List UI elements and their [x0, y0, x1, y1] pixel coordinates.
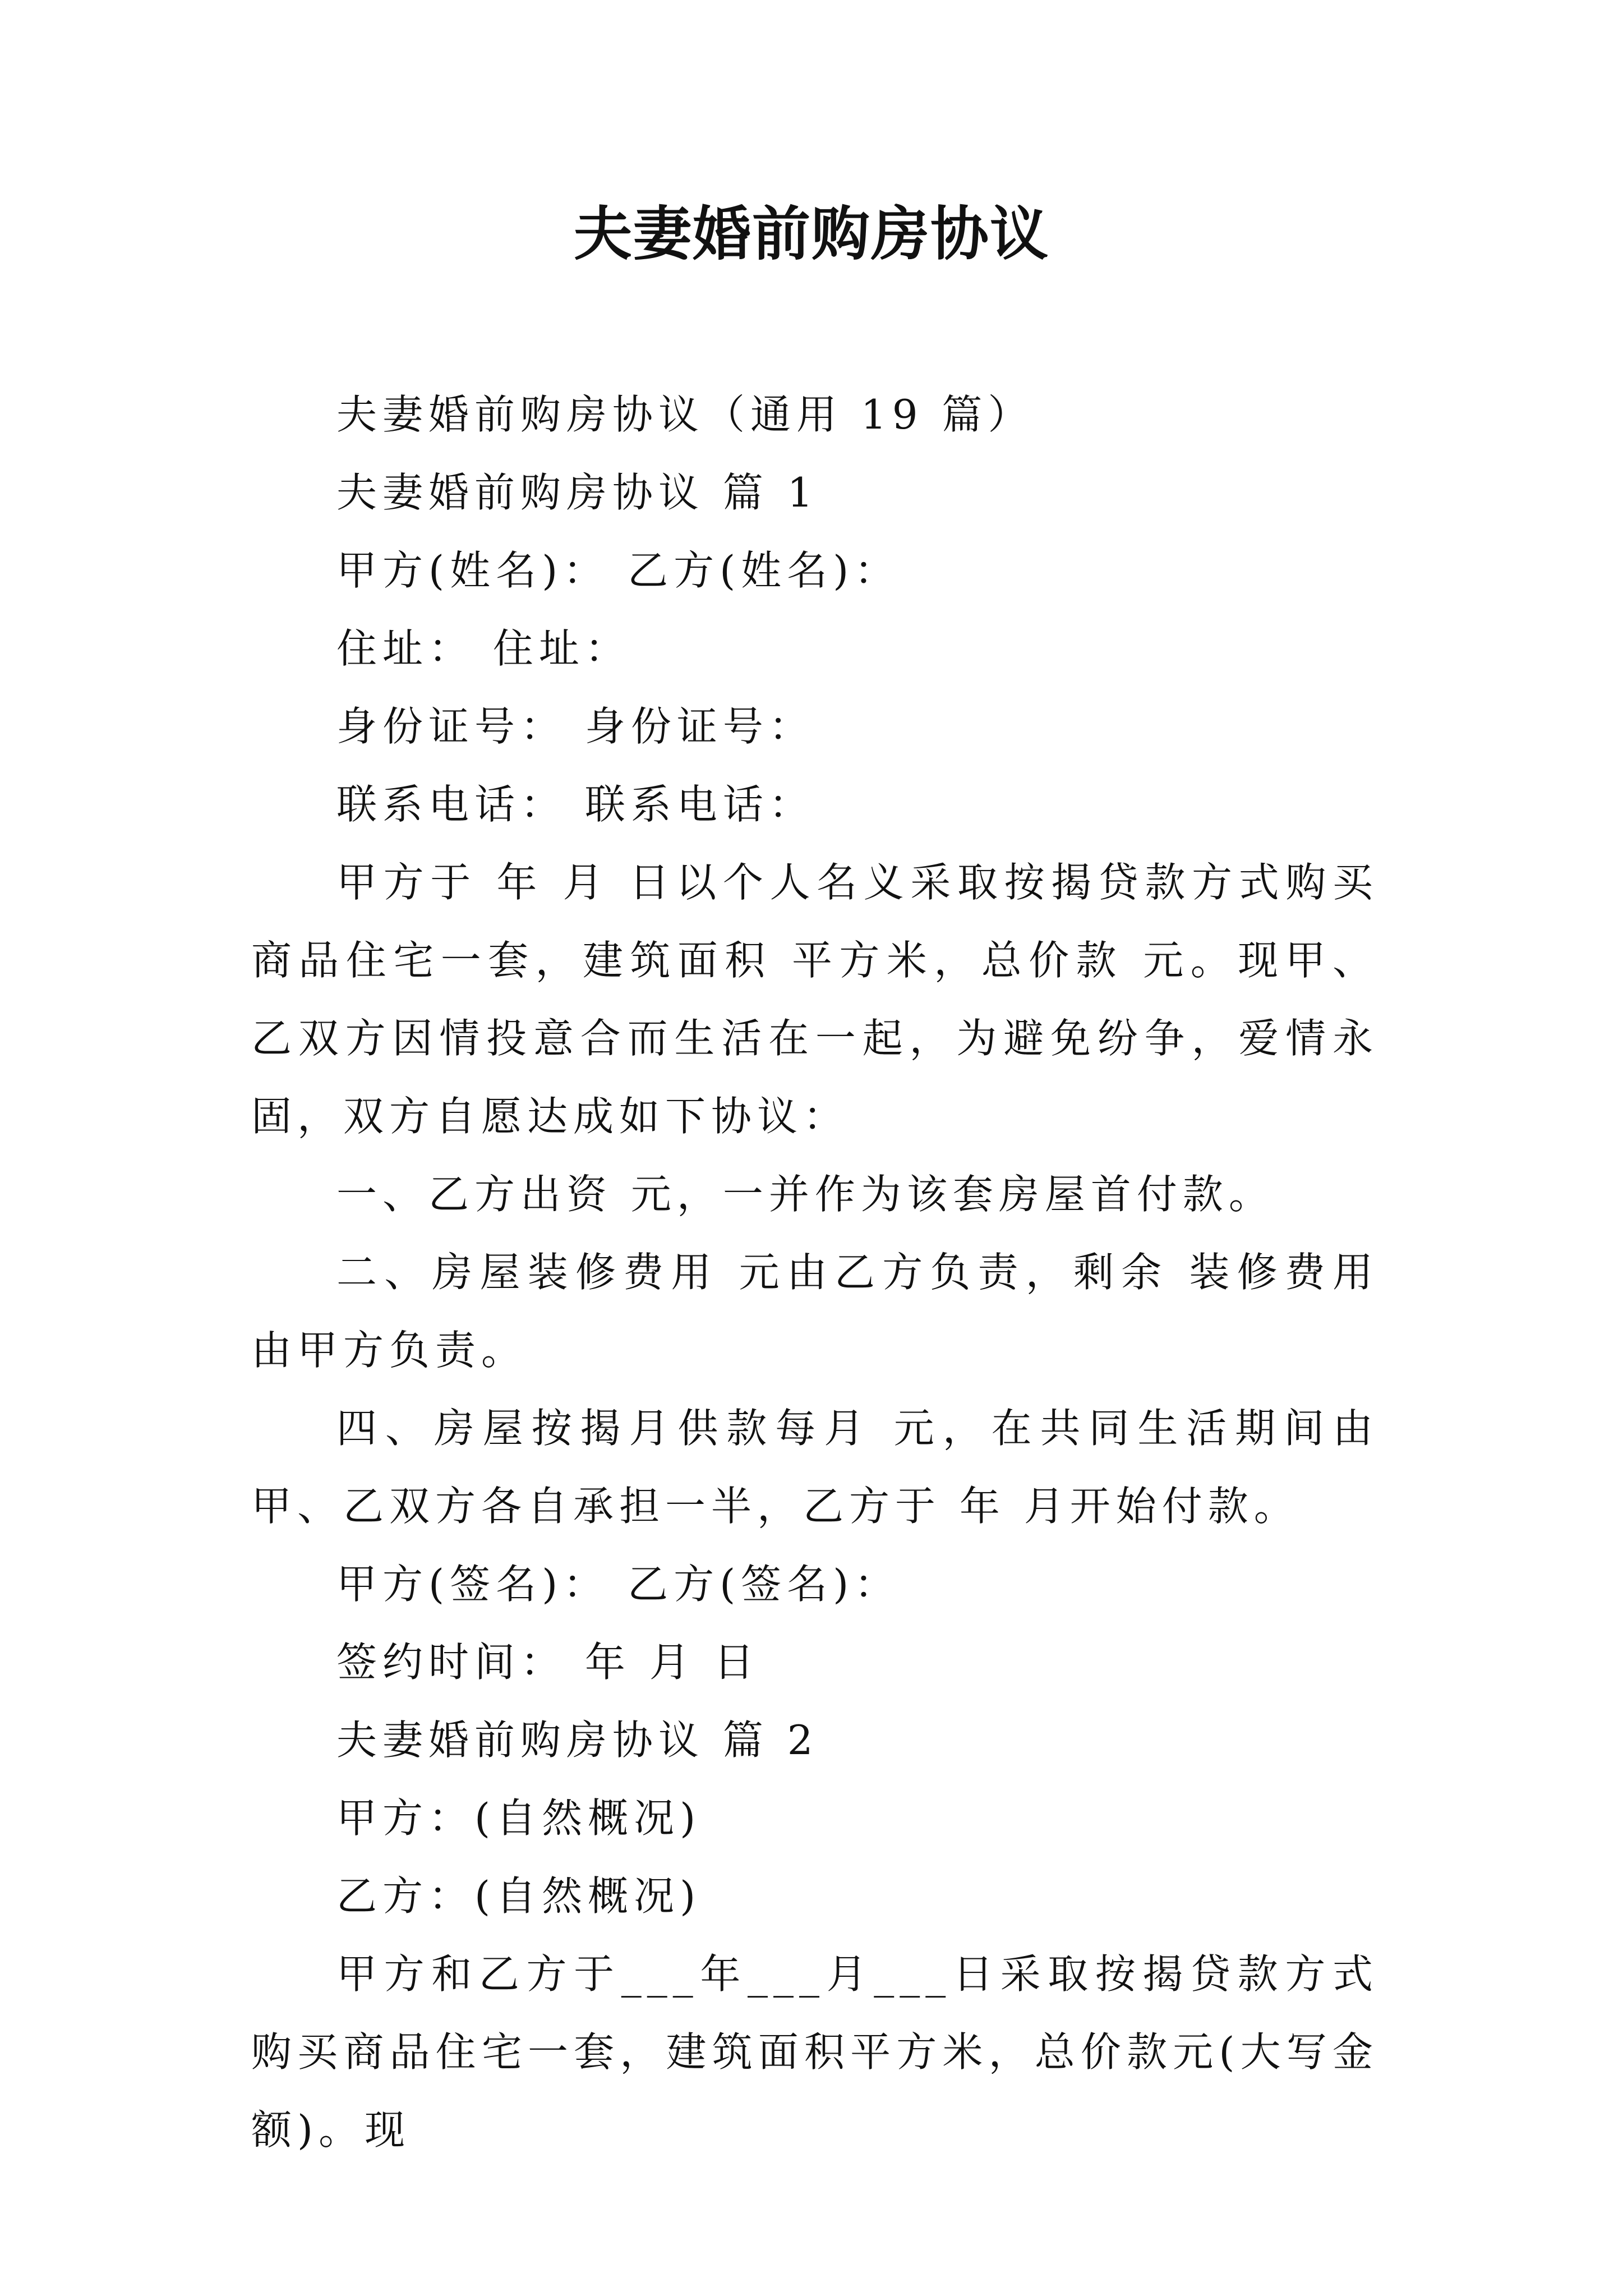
- paragraph-party-b-info: 乙方：(自然概况): [336, 1872, 702, 1920]
- paragraph-signatures: 甲方(签名)： 乙方(签名)：: [336, 1561, 901, 1608]
- paragraph-signing-date: 签约时间： 年 月 日: [336, 1639, 760, 1686]
- paragraph-section-heading-2: 夫妻婚前购房协议 篇 2: [336, 1717, 819, 1764]
- paragraph-collection-title: 夫妻婚前购房协议（通用 19 篇）: [336, 391, 1034, 438]
- document-title: 夫妻婚前购房协议: [573, 199, 1049, 268]
- paragraph-addresses: 住址： 住址：: [336, 625, 631, 672]
- paragraph-party-a-info: 甲方：(自然概况): [336, 1795, 702, 1842]
- paragraph-clause-two: 二、房屋装修费用 元由乙方负责，剩余 装修费用由甲方负责。: [251, 1249, 1378, 1374]
- document-body: [251, 376, 1378, 2169]
- paragraph-party-names: 甲方(姓名)： 乙方(姓名)：: [336, 547, 901, 594]
- paragraph-clause-four: 四、房屋按揭月供款每月 元，在共同生活期间由甲、乙双方各自承担一半，乙方于 年 月开始付款。: [251, 1405, 1378, 1530]
- paragraph-section-heading-1: 夫妻婚前购房协议 篇 1: [336, 469, 819, 516]
- paragraph-clause-one: 一、乙方出资 元，一并作为该套房屋首付款。: [336, 1171, 1275, 1218]
- paragraph-purchase-background: 甲方于 年 月 日以个人名义采取按揭贷款方式购买商品住宅一套，建筑面积 平方米，总价款 元。现甲、乙双方因情投意合而生活在一起，为避免纷争，爱情永固，双方自愿达成如下协议：: [251, 859, 1378, 1140]
- paragraph-phone-numbers: 联系电话： 联系电话：: [336, 781, 815, 828]
- paragraph-id-numbers: 身份证号： 身份证号：: [336, 703, 815, 750]
- paragraph-purchase-background-2: 甲方和乙方于___年___月___日采取按揭贷款方式购买商品住宅一套，建筑面积平方米，总价款元(大写金额)。现: [251, 1950, 1378, 2154]
